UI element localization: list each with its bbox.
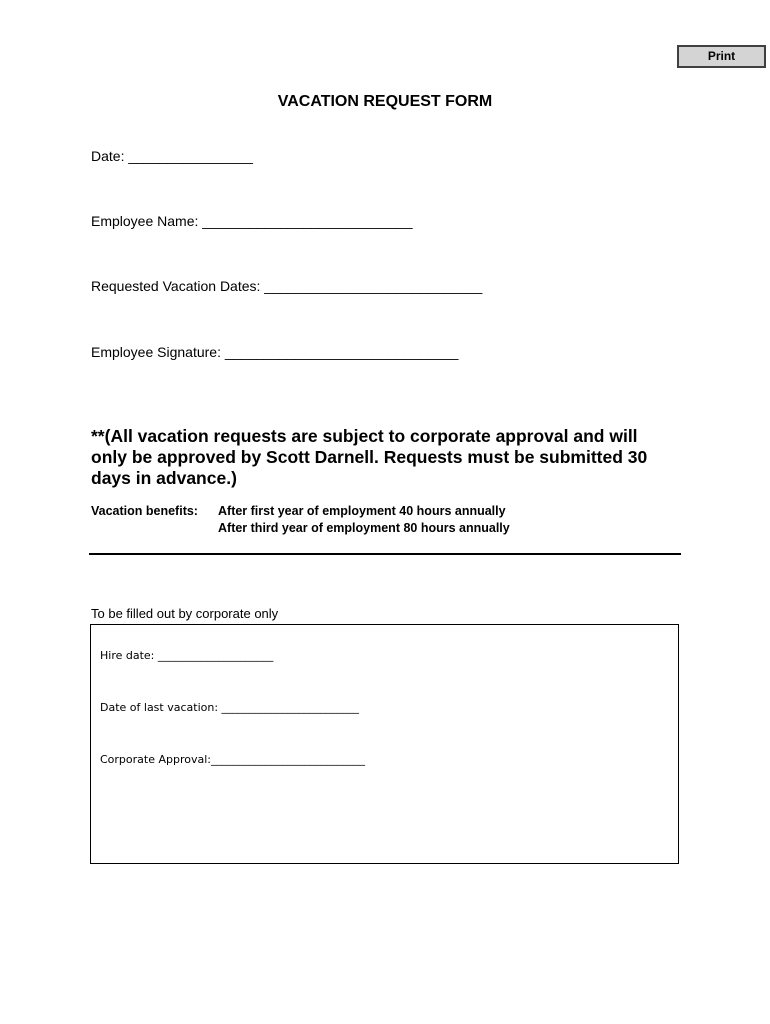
approval-notice [91, 426, 691, 489]
section-divider [89, 553, 681, 555]
approval-notice-line: only be approved by Scott Darnell. Requests must be submitted 30 [91, 447, 648, 467]
vacation-dates-field[interactable]: Requested Vacation Dates: ____________________________ [91, 278, 483, 294]
approval-notice-line: **(All vacation requests are subject to corporate approval and will [91, 426, 638, 446]
corporate-only-box [90, 624, 679, 864]
vacation-benefit-third-year: After third year of employment 80 hours annually [218, 521, 510, 535]
vacation-benefit-first-year: After first year of employment 40 hours annually [218, 504, 506, 518]
corporate-approval-field[interactable]: Corporate Approval:____________________________ [100, 753, 365, 766]
hire-date-field[interactable]: Hire date: _____________________ [100, 649, 274, 662]
last-vacation-date-field[interactable]: Date of last vacation: _________________________ [100, 701, 360, 714]
date-field[interactable]: Date: ________________ [91, 148, 253, 164]
corporate-section-heading: To be filled out by corporate only [91, 606, 279, 621]
form-title: VACATION REQUEST FORM [277, 93, 493, 110]
employee-name-field[interactable]: Employee Name: ___________________________ [91, 213, 413, 229]
vacation-benefits-label: Vacation benefits: [91, 504, 198, 518]
print-button[interactable]: Print [677, 45, 766, 68]
approval-notice-line: days in advance.) [91, 468, 237, 488]
employee-signature-field[interactable]: Employee Signature: ______________________________ [91, 344, 459, 360]
